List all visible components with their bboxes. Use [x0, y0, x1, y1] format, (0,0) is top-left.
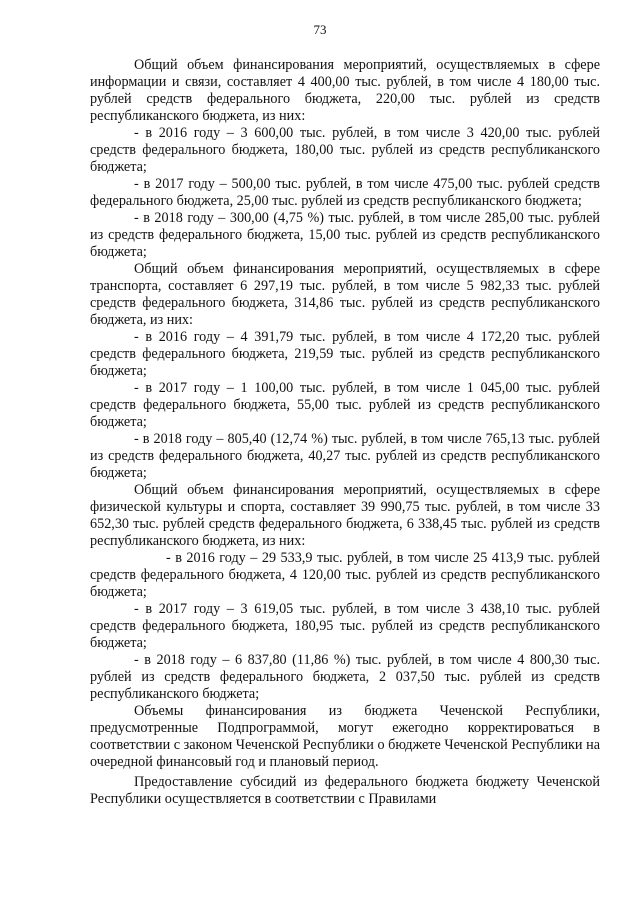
paragraph-transport-total: Общий объем финансирования мероприятий, осуществляемых в сфере транспорта, составляет 6 297,19 тыс. рублей, в том числе 5 982,33 тыс. рублей средств федерального бюджета, 314,86 тыс. рублей из средств республиканского бюджета, из них:: [90, 261, 600, 328]
page-number: 73: [313, 22, 327, 37]
paragraph-sport-2016: - в 2016 году – 29 533,9 тыс. рублей, в том числе 25 413,9 тыс. рублей средств федерального бюджета, 4 120,00 тыс. рублей из средств республиканского бюджета;: [90, 550, 600, 600]
paragraph-info-2018: - в 2018 году – 300,00 (4,75 %) тыс. рублей, в том числе 285,00 тыс. рублей из средств федерального бюджета, 15,00 тыс. рублей из средств республиканского бюджета;: [90, 210, 600, 260]
paragraph-transport-2016: - в 2016 году – 4 391,79 тыс. рублей, в том числе 4 172,20 тыс. рублей средств федерального бюджета, 219,59 тыс. рублей из средств республиканского бюджета;: [90, 329, 600, 379]
document-body: [90, 57, 600, 808]
paragraph-budget-adjustment: Объемы финансирования из бюджета Чеченской Республики, предусмотренные Подпрограммой, могут ежегодно корректироваться в соответствии с законом Чеченской Республики о бюджете Чеченской Республики на очередной финансовый год и плановый период.: [90, 703, 600, 770]
paragraph-transport-2018: - в 2018 году – 805,40 (12,74 %) тыс. рублей, в том числе 765,13 тыс. рублей из средств федерального бюджета, 40,27 тыс. рублей из средств республиканского бюджета;: [90, 431, 600, 481]
paragraph-info-2016: - в 2016 году – 3 600,00 тыс. рублей, в том числе 3 420,00 тыс. рублей средств федерального бюджета, 180,00 тыс. рублей из средств республиканского бюджета;: [90, 125, 600, 175]
paragraph-sport-2018: - в 2018 году – 6 837,80 (11,86 %) тыс. рублей, в том числе 4 800,30 тыс. рублей из средств федерального бюджета, 2 037,50 тыс. рублей из средств республиканского бюджета;: [90, 652, 600, 702]
paragraph-transport-2017: - в 2017 году – 1 100,00 тыс. рублей, в том числе 1 045,00 тыс. рублей средств федерального бюджета, 55,00 тыс. рублей из средств республиканского бюджета;: [90, 380, 600, 430]
paragraph-subsidies: Предоставление субсидий из федерального бюджета бюджету Чеченской Республики осуществляется в соответствии с Правилами: [90, 774, 600, 807]
paragraph-sport-2017: - в 2017 году – 3 619,05 тыс. рублей, в том числе 3 438,10 тыс. рублей средств федерального бюджета, 180,95 тыс. рублей из средств республиканского бюджета;: [90, 601, 600, 651]
paragraph-info-2017: - в 2017 году – 500,00 тыс. рублей, в том числе 475,00 тыс. рублей средств федерального бюджета, 25,00 тыс. рублей из средств республиканского бюджета;: [90, 176, 600, 209]
paragraph-sport-total: Общий объем финансирования мероприятий, осуществляемых в сфере физической культуры и спорта, составляет 39 990,75 тыс. рублей, в том числе 33 652,30 тыс. рублей средств федерального бюджета, 6 338,45 тыс. рублей из средств республиканского бюджета, из них:: [90, 482, 600, 549]
paragraph-info-total: Общий объем финансирования мероприятий, осуществляемых в сфере информации и связи, составляет 4 400,00 тыс. рублей, в том числе 4 180,00 тыс. рублей средств федерального бюджета, 220,00 тыс. рублей из средств республиканского бюджета, из них:: [90, 57, 600, 124]
